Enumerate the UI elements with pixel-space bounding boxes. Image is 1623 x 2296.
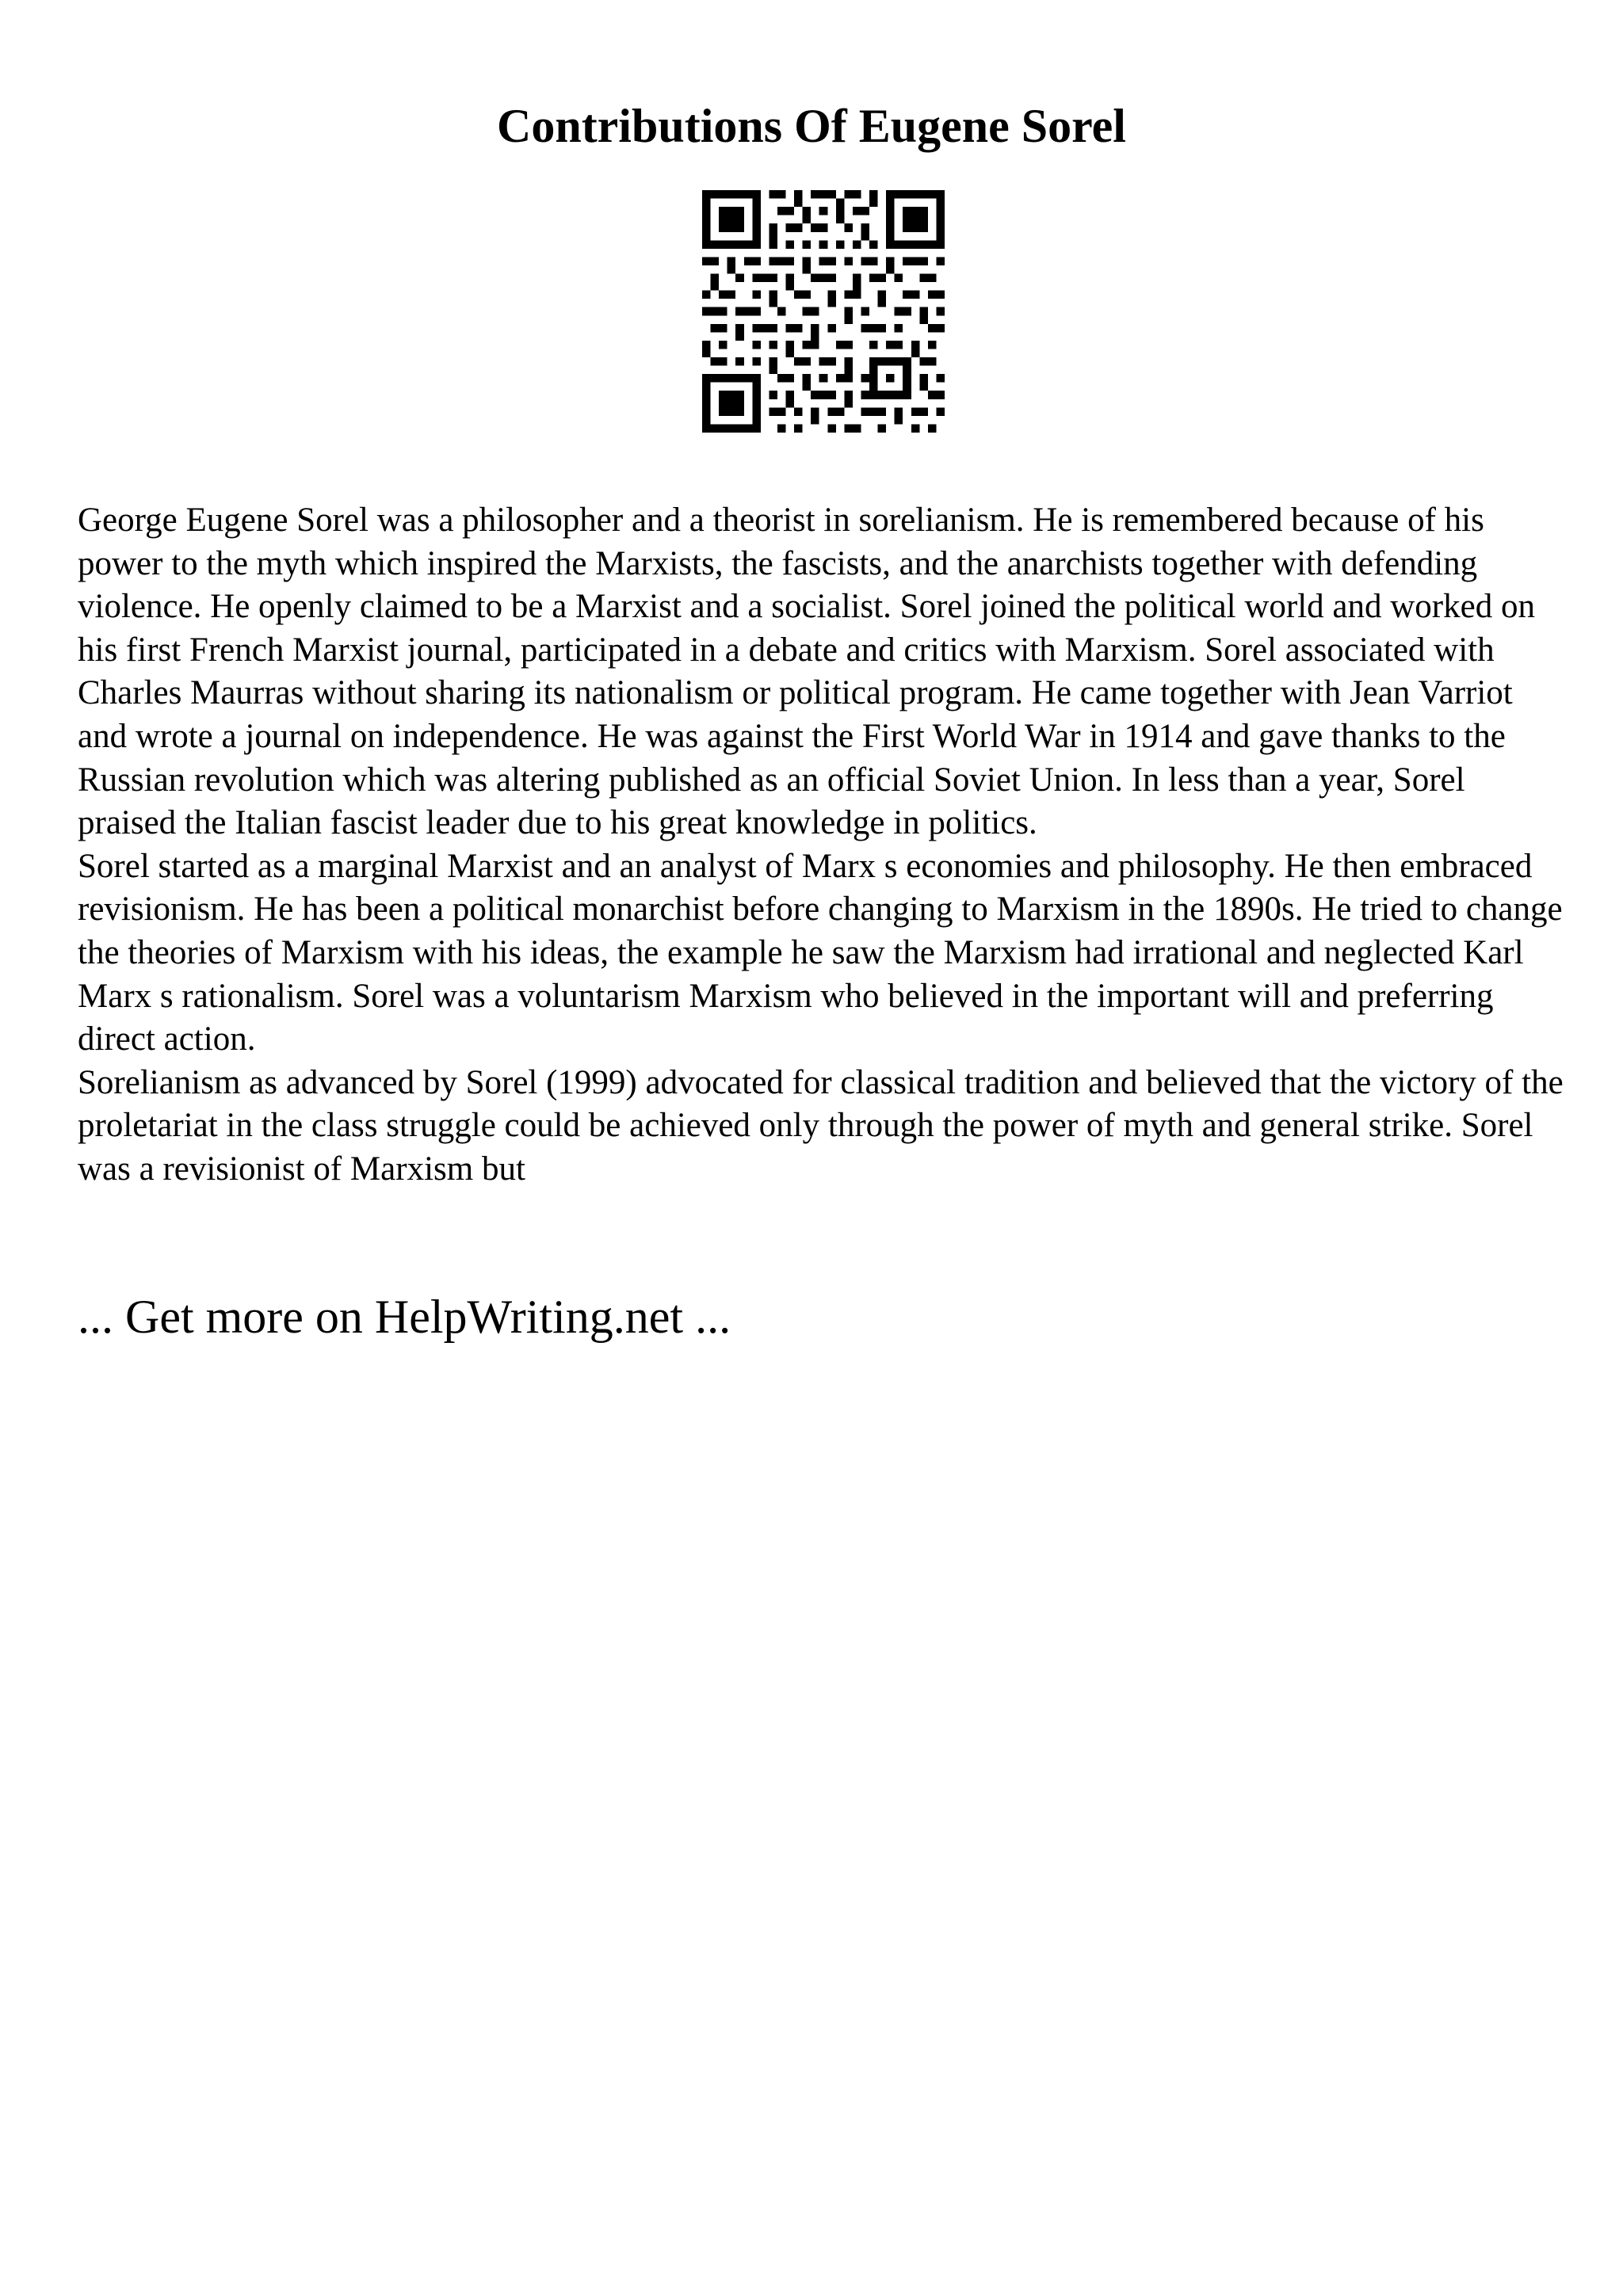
document-title: Contributions Of Eugene Sorel (497, 100, 1126, 152)
get-more-link[interactable]: ... Get more on HelpWriting.net ... (78, 1291, 731, 1343)
document-body (78, 499, 1568, 1192)
qr-code-icon[interactable] (702, 190, 945, 433)
paragraph-1: George Eugene Sorel was a philosopher and a theorist in sorelianism. He is remembered because of his power to the myth which inspired the Marxists, the fascists, and the anarchists together with defending violence. He openly claimed to be a Marxist and a socialist. Sorel joined the political world and worked on his first French Marxist journal, participated in a debate and critics with Marxism. Sorel associated with Charles Maurras without sharing its nationalism or political program. He came together with Jean Varriot and wrote a journal on independence. He was against the First World War in 1914 and gave thanks to the Russian revolution which was altering published as an official Soviet Union. In less than a year, Sorel praised the Italian fascist leader due to his great knowledge in politics. (78, 502, 1535, 842)
paragraph-3: Sorelianism as advanced by Sorel (1999) advocated for classical tradition and believed that the victory of the proletariat in the class struggle could be achieved only through the power of myth and general strike. Sorel was a revisionist of Marxism but (78, 1063, 1564, 1188)
paragraph-2: Sorel started as a marginal Marxist and an analyst of Marx s economies and philosophy. He then embraced revisionism. He has been a political monarchist before changing to Marxism in the 1890s. He tried to change the theories of Marxism with his ideas, the example he saw the Marxism had irrational and neglected Karl Marx s rationalism. Sorel was a voluntarism Marxism who believed in the important will and preferring direct action. (78, 847, 1563, 1058)
